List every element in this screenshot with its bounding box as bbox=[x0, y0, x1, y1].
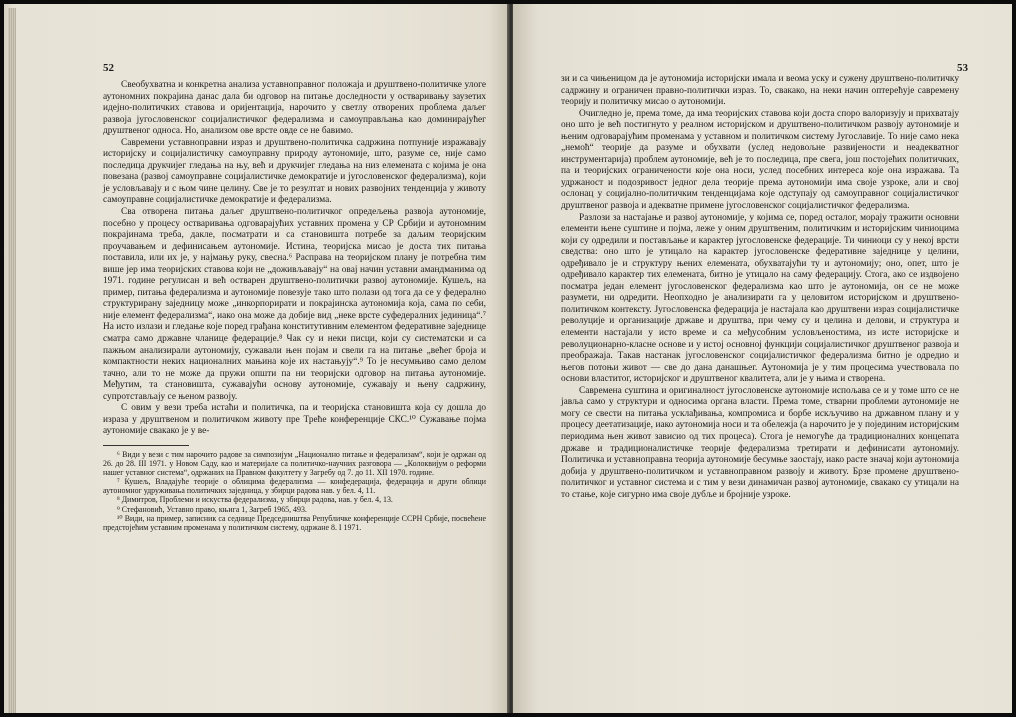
left-text-block bbox=[103, 80, 486, 532]
footnote: ⁹ Стефановић, Уставно право, књига 1, Загреб 1965, 493. bbox=[117, 504, 307, 514]
right-paragraph: зи и са чињеницом да је аутономија историјски имала и веома уску и сужену друштвено-политичку садржину и ограничен правно-политички израз. То, свакако, на неки начин оптерећује савремену теорију и политичку мисао о аутономији. bbox=[561, 74, 959, 108]
left-paragraph: Свеобухватна и конкретна анализа уставноправног положаја и друштвено-политичке улоге аутономних покрајина данас дала би одговор на питање доследности у остваривању заузетих идејно-политичких ставова и оријентација, нарочито у светлу отворених проблема даљег развоја југословенског социјалистичког федерализма и самоуправљања као доминирајућег друштвеног односа. Но, анализом ове врсте овде се не бавимо. bbox=[103, 80, 486, 137]
right-paragraph: Савремена суштина и оригиналност југословенске аутономије испољава се и у томе што се не јавља само у структури и односима органа власти. Према томе, стварни проблеми аутономије не могу се свести на питања усклађивања, компромиса и борбе искључиво на државном плану и у процесу деетатизације, иако аутономија носи и та обележја (а нарочито је у појединим историјским периодима њен живот зависио од тих процеса). Стога је немогуће да традиционалних концепата државе и традиционалистичке теорије федерализма третирати и дефинисати аутономију. Политичка и уставноправна теорија аутономије бесумње заостају, иако расте значај који аутономија добија у друштвено-политичком и уставноправном развоју и животу. Брзе промене друштвено-политичког и уставног система и с тим у вези динамичан развој аутономије, свакако су утицали на то стање, које сигурно има своје дубље и бројније узроке. bbox=[561, 385, 959, 500]
footnotes bbox=[103, 450, 486, 532]
left-paragraph: С овим у вези треба истаћи и политичка, па и теоријска становишта која су дошла до израза у друштвеном и политичком животу пре Треће конференције СКС.¹⁰ Сужавање појма аутономије свакако је у ве- bbox=[103, 403, 486, 437]
footnote: ⁶ Види у вези с тим нарочито радове за симпозијум „Национално питање и федерализам“, који је одржан од 26. до 28. III 1971. у Новом Саду, као и материјале са политичко-научних разговора — „Колоквијум о реформи нашег уставног система“, одржаних на Правном факултету у Загребу од 7. до 11. XII 1970. године. bbox=[103, 449, 486, 478]
right-paragraph: Очигледно је, према томе, да има теоријских ставова који доста споро валоризују и прихватају оно што је већ постигнуто у реалном историјском и друштвено-политичком развоју аутономије и њеним одговарајућим променама у уставном и политичком систему Југославије. То није само нека „немоћ“ теорије да разуме и обухвати (услед недовољне развијености и неадекватног инструментарија) проблем аутономије, већ је то последица, пре свега, још постојећих политичких, па и теоријских ограничености које она носи, услед посебних интереса које она изражава. Та удржаност и подозривост једног дела теорије према аутономији има своје узроке, али и свој ослонац у социјално-политичким тенденцијама које одступају од самоуправног социјалистичког друштвеног развоја и адекватне примене југословенског социјалистичког федерализма. bbox=[561, 108, 959, 212]
footnote: ⁷ Кушељ, Владајуће теорије о облицима федерализма — конфедерација, федерација и други облици аутономног удруживања политичких заједница, у збирци радова нав. у бел. 4, 11. bbox=[103, 477, 486, 496]
left-paragraph: Сва отворена питања даљег друштвено-политичког опредељења развоја аутономије, посебно у процесу остваривања одговарајућих уставних промена у СР Србији и аутономним покрајинама треба, дакле, посматрати и са становишта потребе за даљим теоријским проучавањем и дефинисањем аутономије. Истина, теоријска мисао је доста тих питања поставила, или их је, у најмању руку, свесна.⁶ Расправа на теоријском плану је потребна тим више јер има теоријских ставова који не „доживљавају“ на овај начин уставни амандманима од 1971. године регулисан и већ остварен друштвено-политички развој аутономије. Кушељ, на пример, питања федерализма и аутономије повезује тако што полази од тога да се у федерално структурирану заједницу може „инкорпорирати и покрајинска аутономија која, сама по себи, није елемент федерализма“, иако она може да добије вид „неке врсте суфедералних јединица“.⁷ На исто излази и гледање које поред грађана конститутивним елементом федеративне заједнице сматра само државне чланице федерације.⁸ Чак су и неки писци, који су систематски и са пажњом анализирали аутономију, сужавали њен појам и свели га на питање „већег броја и компактности неких националних мањина које их настањују“.⁹ То је несумњиво само делом тачно, али то не може да пружи општи па ни теоријски одговор на питања аутономије. Међутим, та становишта, сужавајући основу аутономије, сужавају и њену садржину, супротстављају се њеном развоју. bbox=[103, 207, 486, 402]
right-page bbox=[513, 4, 1012, 713]
footnote-divider bbox=[103, 445, 189, 446]
footnote: ⁸ Димитров, Проблеми и искуства федерализма, у збирци радова, нав. у бел. 4, 13. bbox=[117, 495, 393, 505]
right-paragraph: Разлози за настајање и развој аутономије, у којима се, поред осталог, морају тражити основни елементи њене суштине и појма, леже у оним друштвеним, политичким и историјским чиниоцима који су одредили и постављање и карактер југословенске федерације. Ти чиниоци су у некој врсти сведства: оно што је утицало на карактер југословенске федеративне заједнице у целини, одређивало је и структуру њених елемената, обухватајући ту и аутономију; оно, опет, што је одређивало карактер тих елемената, битно је утицало на саму федерацију. Стога, ако се издвојено посматра један елемент југословенског федерализма као што је аутономија, он се не може разумети, ни одредити. Неопходно је анализирати га у целовитом историјском и друштвено-политичком контексту. Југословенска федерација је настајала као друштвени израз социјалистичке револуције и организације државе и друштва, при чему су и целина и делови, и структура и елементи настајали у исто време и са међусобним условљеностима, из исте историјске и револуционарно-класне основе и у истој основној функцији социјалистичког друштвеног развоја и преображаја. Такав настанак југословенског социјалистичког федерализма битно је одредио и његов потоњи живот — све до дана данашњег. Аутономија је у тим процесима учествовала по основи властитог, историјског и друштвеног квалитета, али је у њима и створена. bbox=[561, 212, 959, 385]
left-paragraph: Савремени уставноправни израз и друштвено-политичка садржина потпуније изражавају историјску и социјалистичку самоуправну природу аутономије, што, разуме се, није само последица друкчијег гледања на њу, већ и друкчијег гледања на низ елемената с којима је она повезана (развој самоуправне социјалистичке демократије и југословенског федерализма), који је условљавају и с њом чине целину. Све је то резултат и нових развојних тенденција у животу самоуправне социјалистичке демократије и федерализма. bbox=[103, 137, 486, 206]
left-page bbox=[4, 4, 509, 713]
footnote: ¹⁰ Види, на пример, записник са седнице Председништва Републичке конференције ССРН Србије, посвећене предстојећим уставним променама у политичком систему, одржане 8. I 1971. bbox=[103, 513, 486, 532]
right-page-number: 53 bbox=[957, 62, 968, 74]
left-page-number: 52 bbox=[103, 62, 114, 74]
page-edge-strips bbox=[8, 8, 16, 713]
right-text-block bbox=[561, 74, 959, 501]
